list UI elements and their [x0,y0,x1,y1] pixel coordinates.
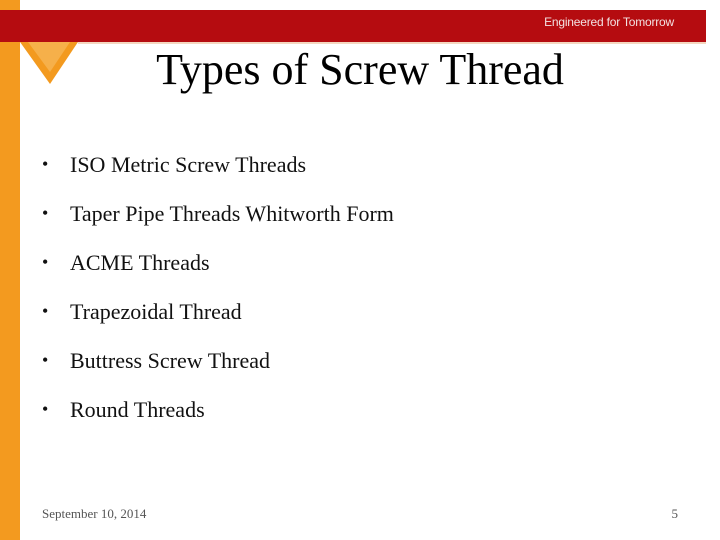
bullet-text: ISO Metric Screw Threads [70,151,307,177]
bullet-text: Round Threads [70,396,205,422]
bullet-dot: • [42,301,49,321]
header-tagline: Engineered for Tomorrow [544,15,674,29]
bullet-text: ACME Threads [70,249,210,275]
slide-title: Types of Screw Thread [156,45,564,94]
bullet-dot: • [42,154,49,174]
bullet-item [42,385,394,434]
bullet-list [42,140,394,434]
bullet-item [42,336,394,385]
bullet-item [42,287,394,336]
bullet-dot: • [42,399,49,419]
bullet-item [42,140,394,189]
page-number: 5 [671,506,678,521]
bullet-dot: • [42,203,49,223]
bullet-text: Buttress Screw Thread [70,347,270,373]
bullet-dot: • [42,252,49,272]
bullet-item [42,189,394,238]
left-white-line [20,44,23,540]
bullet-item [42,238,394,287]
bullet-text: Trapezoidal Thread [70,298,242,324]
footer-date: September 10, 2014 [42,506,147,521]
bullet-dot: • [42,350,49,370]
bullet-text: Taper Pipe Threads Whitworth Form [70,200,394,226]
